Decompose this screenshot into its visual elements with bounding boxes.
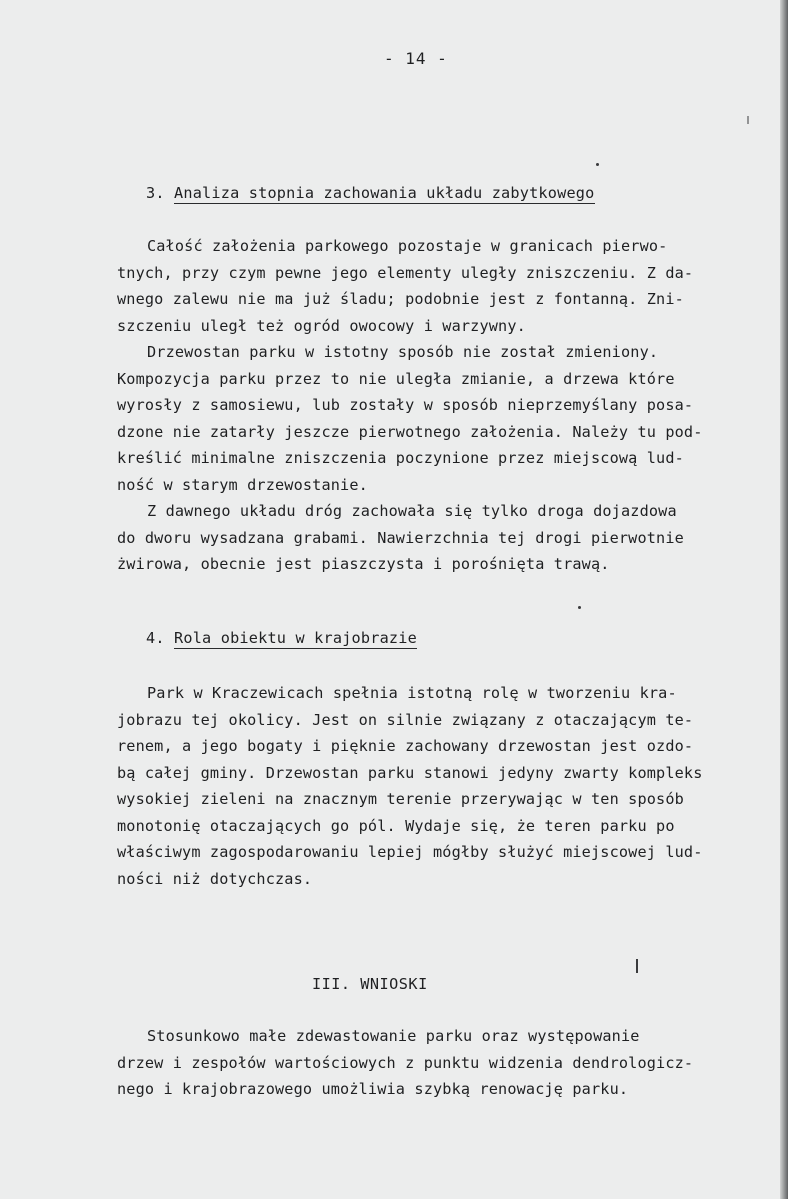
section-4-number: 4. bbox=[146, 629, 165, 647]
section-4-body bbox=[117, 680, 753, 892]
section-4-title: Rola obiektu w krajobrazie bbox=[174, 629, 417, 647]
text-line: dzone nie zatarły jeszcze pierwotnego założenia. Należy tu pod- bbox=[117, 422, 703, 441]
text-line: żwirowa, obecnie jest piaszczysta i porośnięta trawą. bbox=[117, 555, 610, 573]
text-line: Stosunkowo małe zdewastowanie parku oraz występowanie bbox=[147, 1027, 640, 1045]
text-line: ności niż dotychczas. bbox=[117, 869, 313, 888]
section-3-body bbox=[117, 233, 753, 578]
text-line: nego i krajobrazowego umożliwia szybką renowację parku. bbox=[117, 1080, 629, 1098]
text-line: szczeniu uległ też ogród owocowy i warzywny. bbox=[117, 316, 526, 335]
text-line: jobrazu tej okolicy. Jest on silnie związany z otaczającym te- bbox=[117, 710, 694, 729]
text-line: Z dawnego układu dróg zachowała się tylko droga dojazdowa bbox=[147, 502, 677, 520]
text-line: wysokiej zieleni na znacznym terenie przerywając w ten sposób bbox=[117, 790, 684, 808]
scan-mark bbox=[747, 116, 749, 124]
text-line: wyrosły z samosiewu, lub zostały w sposób nieprzemyślany posa- bbox=[117, 396, 694, 414]
text-line: kreślić minimalne zniszczenia poczynione przez miejscową lud- bbox=[117, 449, 684, 467]
text-line: bą całej gminy. Drzewostan parku stanowi jedyny zwarty kompleks bbox=[117, 763, 703, 782]
text-line: ność w starym drzewostanie. bbox=[117, 475, 368, 494]
page-number: - 14 - bbox=[384, 49, 448, 68]
section-3-title: Analiza stopnia zachowania układu zabytkowego bbox=[174, 184, 595, 202]
text-line: właściwym zagospodarowaniu lepiej mógłby służyć miejscowej lud- bbox=[117, 843, 703, 861]
text-line: renem, a jego bogaty i pięknie zachowany drzewostan jest ozdo- bbox=[117, 737, 694, 755]
text-line: Kompozycja parku przez to nie uległa zmianie, a drzewa które bbox=[117, 369, 675, 388]
text-line: monotonię otaczających go pól. Wydaje się, że teren parku po bbox=[117, 816, 675, 835]
text-line: Całość założenia parkowego pozostaje w granicach pierwo- bbox=[147, 237, 668, 255]
conclusions-body bbox=[117, 1023, 753, 1103]
section-3-number: 3. bbox=[146, 184, 165, 202]
text-line: do dworu wysadzana grabami. Nawierzchnia tej drogi pierwotnie bbox=[117, 528, 684, 547]
text-line: tnych, przy czym pewne jego elementy uległy zniszczeniu. Z da- bbox=[117, 263, 694, 282]
text-line: Park w Kraczewicach spełnia istotną rolę w tworzeniu kra- bbox=[147, 684, 677, 702]
text-line: drzew i zespołów wartościowych z punktu widzenia dendrologicz- bbox=[117, 1053, 694, 1072]
section-4-heading bbox=[146, 629, 417, 649]
scan-mark bbox=[578, 606, 581, 609]
scan-mark bbox=[596, 163, 599, 166]
section-3-heading bbox=[146, 184, 595, 204]
scan-mark bbox=[636, 959, 638, 973]
text-line: Drzewostan parku w istotny sposób nie został zmieniony. bbox=[147, 343, 659, 361]
text-line: wnego zalewu nie ma już śladu; podobnie jest z fontanną. Zni- bbox=[117, 290, 684, 308]
conclusions-title: III. WNIOSKI bbox=[312, 975, 428, 993]
page-edge-shadow bbox=[780, 0, 788, 1199]
